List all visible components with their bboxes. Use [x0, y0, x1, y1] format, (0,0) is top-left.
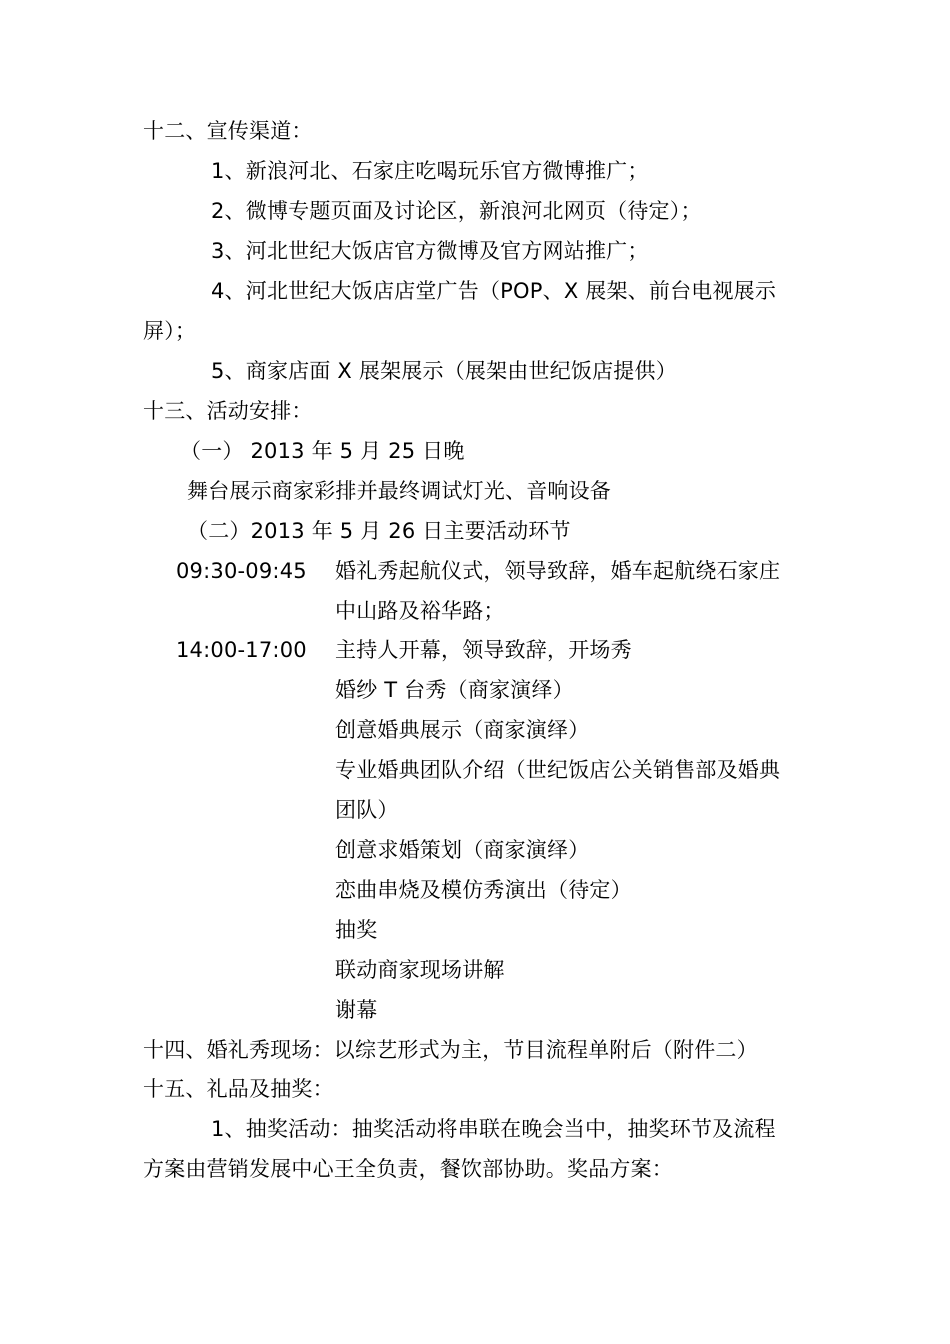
day-1-description: 舞台展示商家彩排并最终调试灯光、音响设备 — [187, 479, 611, 503]
section-12-heading: 十二、宣传渠道： — [143, 119, 313, 143]
day-2-title: （二）2013 年 5 月 26 日主要活动环节 — [187, 519, 571, 543]
afternoon-item: 抽奖 — [335, 918, 378, 942]
section-15-heading: 十五、礼品及抽奖： — [143, 1077, 334, 1101]
afternoon-item: 谢幕 — [335, 998, 378, 1022]
afternoon-item: 主持人开幕，领导致辞，开场秀 — [335, 638, 632, 662]
afternoon-item: 恋曲串烧及模仿秀演出（待定） — [335, 878, 632, 902]
afternoon-time: 14:00-17:00 — [176, 638, 307, 662]
section-12-item-4: 4、河北世纪大饭店店堂广告（POP、X 展架、前台电视展示 — [211, 279, 777, 303]
day-1-title: （一） 2013 年 5 月 25 日晚 — [180, 439, 465, 463]
section-12-item-5: 5、商家店面 X 展架展示（展架由世纪饭店提供） — [211, 359, 677, 383]
afternoon-item: 联动商家现场讲解 — [335, 958, 505, 982]
morning-description-line-2: 中山路及裕华路； — [335, 599, 505, 623]
afternoon-item: 团队） — [335, 798, 399, 822]
section-12-item-2: 2、微博专题页面及讨论区，新浪河北网页（待定）； — [211, 199, 702, 223]
section-14-heading: 十四、婚礼秀现场：以综艺形式为主，节目流程单附后（附件二） — [143, 1038, 758, 1062]
section-12-item-1: 1、新浪河北、石家庄吃喝玩乐官方微博推广； — [211, 159, 649, 183]
section-15-item-1-line-2: 方案由营销发展中心王全负责，餐饮部协助。奖品方案： — [143, 1157, 673, 1181]
section-13-heading: 十三、活动安排： — [143, 399, 313, 423]
section-12-item-3: 3、河北世纪大饭店官方微博及官方网站推广； — [211, 239, 649, 263]
section-12-item-4-continued: 屏）； — [143, 319, 197, 343]
afternoon-item: 专业婚典团队介绍（世纪饭店公关销售部及婚典 — [335, 758, 781, 782]
morning-description-line-1: 婚礼秀起航仪式，领导致辞，婚车起航绕石家庄 — [335, 559, 781, 583]
afternoon-item: 婚纱 T 台秀（商家演绎） — [335, 678, 574, 702]
afternoon-item: 创意婚典展示（商家演绎） — [335, 718, 590, 742]
afternoon-item: 创意求婚策划（商家演绎） — [335, 838, 590, 862]
section-15-item-1-line-1: 1、抽奖活动：抽奖活动将串联在晚会当中，抽奖环节及流程 — [211, 1117, 776, 1141]
morning-time: 09:30-09:45 — [176, 559, 307, 583]
